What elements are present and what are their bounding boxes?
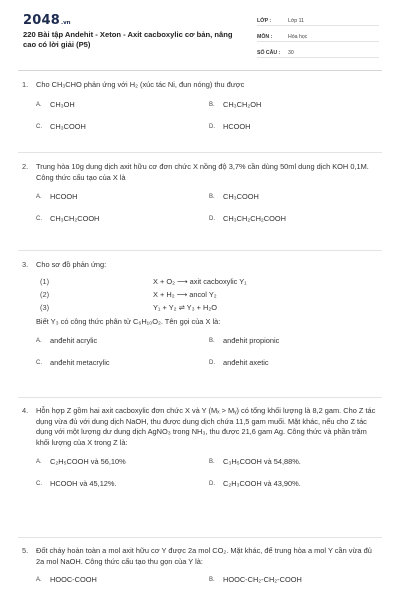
option-b[interactable]	[209, 100, 382, 122]
option-text: CH₃COOH	[223, 192, 259, 202]
option-letter: D.	[209, 360, 215, 367]
option-a[interactable]	[36, 336, 209, 358]
meta-row-count	[257, 44, 379, 58]
reaction-label: (1)	[40, 276, 50, 286]
option-letter: D.	[209, 481, 215, 488]
reaction-3	[36, 303, 382, 316]
reaction-label: (3)	[40, 302, 50, 312]
option-letter: D.	[209, 216, 215, 223]
option-letter: C.	[36, 216, 42, 223]
option-a[interactable]	[36, 575, 209, 597]
answer-options	[18, 457, 382, 501]
page-header	[0, 0, 400, 66]
option-letter: C.	[36, 123, 42, 130]
question-3	[18, 260, 382, 380]
option-text: anđehit propionic	[223, 336, 280, 346]
option-text: C₂H₅COOH và 56,10%	[50, 457, 126, 467]
option-letter: A.	[36, 577, 42, 584]
option-d[interactable]	[209, 214, 382, 236]
option-letter: B.	[209, 194, 215, 201]
meta-value: Lớp 11	[288, 17, 304, 24]
option-c[interactable]	[36, 479, 209, 501]
option-letter: B.	[209, 101, 215, 108]
option-d[interactable]	[209, 479, 382, 501]
option-c[interactable]	[36, 358, 209, 380]
option-c[interactable]	[36, 122, 209, 144]
option-text: HCOOH và 45,12%.	[50, 479, 117, 489]
question-text: Hỗn hợp Z gồm hai axit cacboxylic đơn chức X và Y (Mₓ > Mᵧ) có tổng khối lượng là 8,2 gam. Cho Z tác dụng vừa đủ với dung dịch NaOH, thu được dung dịch chứa 11,5 gam muối. Mặt khác, nếu cho Z tác dụng với một lượng dư dung dịch AgNO₃ trong NH₃, thu được 21,6 gam Ag. Công thức và phần trăm khối lượng của X trong Z là:	[36, 406, 376, 447]
option-b[interactable]	[209, 457, 382, 479]
document-title: 220 Bài tập Andehit - Xeton - Axit cacboxylic cơ bản, nâng cao có lời giải (P5)	[23, 30, 233, 50]
option-letter: B.	[209, 459, 215, 466]
question-separator	[18, 397, 382, 398]
option-a[interactable]	[36, 100, 209, 122]
option-text: CH₃CH₂CH₂COOH	[223, 214, 286, 224]
option-text: CH₃COOH	[50, 121, 86, 131]
reaction-equation: X + H₂ ⟶ ancol Y₂	[153, 289, 217, 299]
option-text: anđehit metacrylic	[50, 358, 110, 368]
reaction-scheme	[18, 277, 382, 316]
question-2	[18, 162, 382, 236]
option-text: anđehit acrylic	[50, 336, 98, 346]
reaction-label: (2)	[40, 289, 50, 299]
option-letter: B.	[209, 338, 215, 345]
question-note: Biết Y₃ có công thức phân tử C₆H₁₀O₂. Tên gọi của X là:	[36, 316, 221, 326]
option-a[interactable]	[36, 457, 209, 479]
question-separator	[18, 152, 382, 153]
option-b[interactable]	[209, 336, 382, 358]
option-text: HCOOH	[223, 121, 251, 131]
question-text: Trung hòa 10g dung dịch axit hữu cơ đơn chức X nồng độ 3,7% cần dùng 50ml dung dịch KOH 0,1M. Công thức cấu tạo của X là	[36, 162, 369, 182]
meta-value: 30	[288, 49, 294, 56]
option-letter: B.	[209, 577, 215, 584]
question-text: Cho CH₃CHO phản ứng với H₂ (xúc tác Ni, đun nóng) thu được	[36, 80, 245, 89]
option-text: CH₃CH₂COOH	[50, 214, 100, 224]
option-text: CH₃CH₂OH	[223, 99, 262, 109]
option-letter: D.	[209, 123, 215, 130]
option-text: C₂H₃COOH và 43,90%.	[223, 479, 301, 489]
answer-options	[18, 100, 382, 144]
question-4	[18, 406, 382, 501]
answer-options	[18, 336, 382, 380]
option-text: HCOOH	[50, 192, 78, 202]
option-d[interactable]	[209, 358, 382, 380]
option-d[interactable]	[209, 122, 382, 144]
reaction-2	[36, 290, 382, 303]
question-number: 2.	[22, 162, 29, 171]
question-separator	[18, 250, 382, 251]
option-text: anđehit axetic	[223, 358, 269, 368]
option-a[interactable]	[36, 192, 209, 214]
logo-suffix: .vn	[60, 20, 71, 26]
option-b[interactable]	[209, 575, 382, 597]
option-text: CH₃OH	[50, 99, 75, 109]
answer-options	[18, 575, 382, 597]
reaction-equation: Y₁ + Y₂ ⇌ Y₃ + H₂O	[153, 302, 217, 312]
meta-key: LỚP :	[257, 17, 272, 24]
meta-row-grade	[257, 12, 379, 26]
question-number: 1.	[22, 80, 29, 89]
question-separator	[18, 537, 382, 538]
option-text: C₃H₅COOH và 54,88%.	[223, 457, 301, 467]
answer-options	[18, 192, 382, 236]
question-text: Đốt cháy hoàn toàn a mol axit hữu cơ Y được 2a mol CO₂. Mặt khác, để trung hòa a mol Y cần vừa đủ 2a mol NaOH. Công thức cấu tạo thu gọn của Y là:	[36, 546, 372, 566]
question-1	[18, 80, 382, 144]
question-5	[18, 546, 382, 597]
option-letter: A.	[36, 338, 42, 345]
reaction-equation: X + O₂ ⟶ axit cacboxylic Y₁	[153, 276, 247, 286]
meta-value: Hóa học	[288, 33, 308, 40]
question-number: 5.	[22, 546, 29, 555]
meta-key: SỐ CÂU :	[257, 49, 281, 56]
question-number: 4.	[22, 406, 29, 415]
question-text: Cho sơ đồ phản ứng:	[36, 260, 107, 269]
option-letter: C.	[36, 481, 42, 488]
site-logo[interactable]	[23, 12, 71, 30]
option-text: HOOC-CH₂-CH₂-COOH	[223, 575, 302, 585]
option-letter: A.	[36, 101, 42, 108]
option-b[interactable]	[209, 192, 382, 214]
question-number: 3.	[22, 260, 29, 269]
option-letter: A.	[36, 459, 42, 466]
option-c[interactable]	[36, 214, 209, 236]
option-text: HOOC-COOH	[50, 575, 97, 585]
meta-row-subject	[257, 28, 379, 42]
meta-table	[257, 12, 379, 60]
logo-main: 2048	[23, 13, 60, 28]
option-letter: C.	[36, 360, 42, 367]
option-letter: A.	[36, 194, 42, 201]
reaction-1	[36, 277, 382, 290]
header-divider	[18, 70, 382, 71]
meta-key: MÔN :	[257, 33, 273, 40]
